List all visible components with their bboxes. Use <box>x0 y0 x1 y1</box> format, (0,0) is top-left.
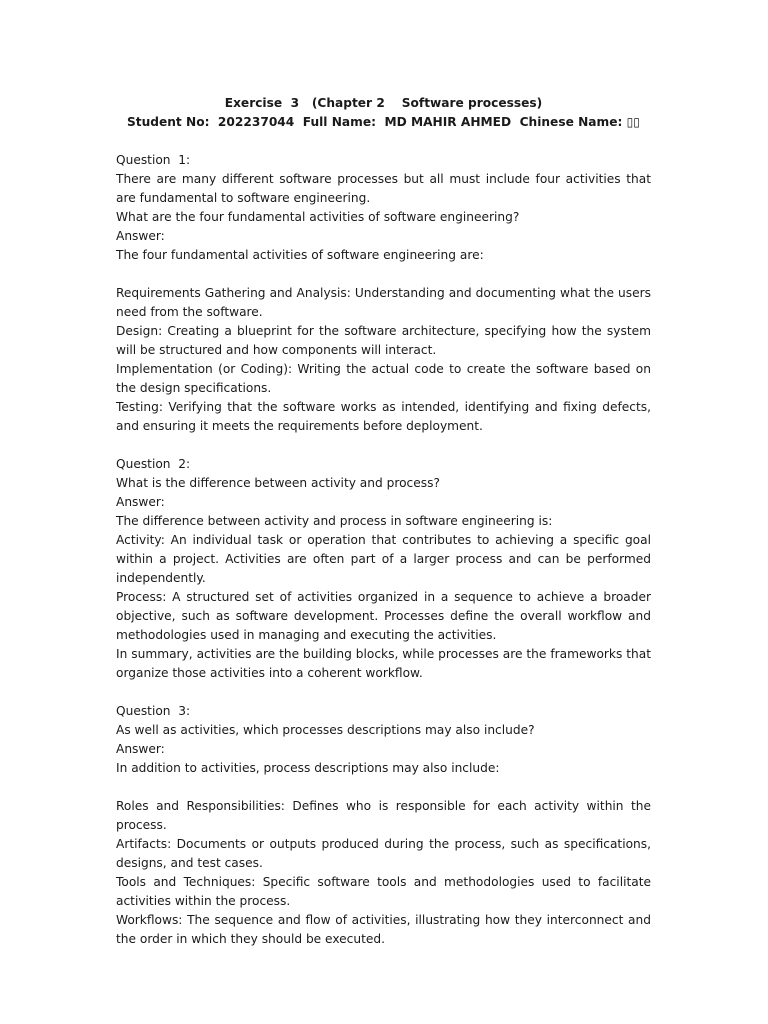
question-1-text: What are the four fundamental activities of software engineering? <box>116 210 520 224</box>
question-3-label: Question 3: <box>116 704 191 718</box>
answer-3-item: Artifacts: Documents or outputs produced during the process, such as specifications, designs, and test cases. <box>116 837 651 870</box>
answer-1-label: Answer: <box>116 229 165 243</box>
answer-3-item: Tools and Techniques: Specific software tools and methodologies used to facilitate activities within the process. <box>116 875 651 908</box>
question-1-intro: There are many different software processes but all must include four activities that are fundamental to software engineering. <box>116 172 651 205</box>
answer-2-item: In summary, activities are the building blocks, while processes are the frameworks that organize those activities into a coherent workflow. <box>116 647 651 680</box>
spacer <box>116 778 651 797</box>
answer-1-item: Testing: Verifying that the software works as intended, identifying and fixing defects, and ensuring it meets the requirements before deployment. <box>116 400 651 433</box>
question-2-label: Question 2: <box>116 457 191 471</box>
spacer <box>116 265 651 284</box>
question-2-text: What is the difference between activity and process? <box>116 476 440 490</box>
spacer <box>116 132 651 151</box>
exercise-title: Exercise 3 (Chapter 2 Software processes) <box>224 96 543 110</box>
answer-2-label: Answer: <box>116 495 165 509</box>
answer-1-item: Design: Creating a blueprint for the software architecture, specifying how the system will be structured and how components will interact. <box>116 324 651 357</box>
answer-3-intro: In addition to activities, process descriptions may also include: <box>116 761 500 775</box>
answer-3-item: Roles and Responsibilities: Defines who is responsible for each activity within the process. <box>116 799 651 832</box>
answer-2-item: Activity: An individual task or operation that contributes to achieving a specific goal within a project. Activities are often part of a larger process and can be performed independently. <box>116 533 651 585</box>
answer-2-item: Process: A structured set of activities organized in a sequence to achieve a broader objective, such as software development. Processes define the overall workflow and methodologies used in managing and executing the activities. <box>116 590 651 642</box>
answer-1-intro: The four fundamental activities of software engineering are: <box>116 248 484 262</box>
answer-1-item: Requirements Gathering and Analysis: Understanding and documenting what the users need from the software. <box>116 286 651 319</box>
question-3-text: As well as activities, which processes descriptions may also include? <box>116 723 535 737</box>
answer-3-item: Workflows: The sequence and flow of activities, illustrating how they interconnect and the order in which they should be executed. <box>116 913 651 946</box>
student-info: Student No: 202237044 Full Name: MD MAHIR AHMED Chinese Name: ▯▯ <box>126 115 641 129</box>
document-body <box>116 94 651 949</box>
answer-2-intro: The difference between activity and process in software engineering is: <box>116 514 553 528</box>
spacer <box>116 436 651 455</box>
answer-3-label: Answer: <box>116 742 165 756</box>
spacer <box>116 683 651 702</box>
answer-1-item: Implementation (or Coding): Writing the actual code to create the software based on the design specifications. <box>116 362 651 395</box>
question-1-label: Question 1: <box>116 153 191 167</box>
